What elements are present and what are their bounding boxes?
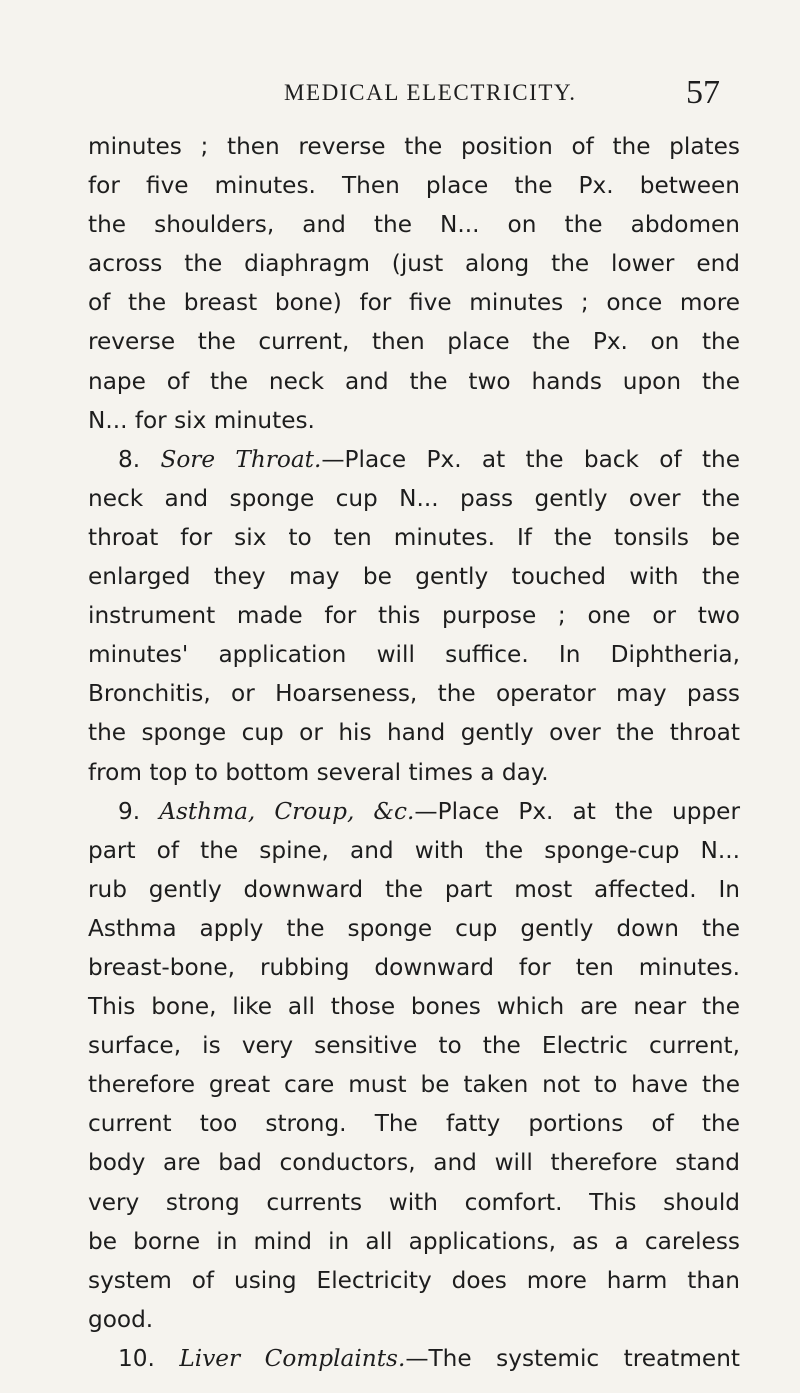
text-segment: instrument made for this purpose ; one or two: [88, 602, 740, 630]
text-line: [88, 1300, 740, 1339]
text-segment: good.: [88, 1305, 154, 1333]
text-line: [88, 283, 740, 322]
text-segment: rub gently downward the part most affected. In: [88, 875, 740, 903]
text-line: [88, 557, 740, 596]
text-segment: be borne in mind in all applications, as a careless: [88, 1227, 740, 1255]
text-line: [88, 244, 740, 283]
text-segment: the shoulders, and the N... on the abdomen: [88, 211, 740, 239]
section-heading: Liver Complaints.: [179, 1344, 406, 1372]
page-header: [0, 76, 800, 116]
text-line: [88, 831, 740, 870]
text-line: [88, 1261, 740, 1300]
text-line: [88, 1026, 740, 1065]
text-line: [88, 1104, 740, 1143]
text-line: [88, 713, 740, 752]
text-line: [88, 479, 740, 518]
text-line: [88, 440, 740, 479]
text-segment: across the diaphragm (just along the lower end: [88, 250, 740, 278]
text-segment: current too strong. The fatty portions of the: [88, 1110, 740, 1138]
text-line: [88, 596, 740, 635]
text-line: [88, 674, 740, 713]
text-line: [88, 909, 740, 948]
text-line: [88, 753, 740, 792]
text-segment: 8.: [118, 445, 161, 473]
text-line: [88, 1065, 740, 1104]
text-segment: for five minutes. Then place the Px. between: [88, 172, 740, 200]
text-line: [88, 792, 740, 831]
text-line: [88, 948, 740, 987]
text-segment: surface, is very sensitive to the Electric current,: [88, 1032, 740, 1060]
body-text: [88, 127, 740, 1378]
text-line: [88, 987, 740, 1026]
text-segment: minutes' application will suffice. In Diphtheria,: [88, 641, 740, 669]
text-line: [88, 401, 740, 440]
text-line: [88, 1183, 740, 1222]
text-segment: minutes ; then reverse the position of the plates: [88, 133, 740, 160]
text-segment: very strong currents with comfort. This should: [88, 1188, 740, 1216]
text-segment: body are bad conductors, and will therefore stand: [88, 1149, 740, 1177]
text-segment: —Place Px. at the back of the: [321, 445, 740, 473]
text-segment: nape of the neck and the two hands upon the: [88, 367, 740, 395]
text-segment: neck and sponge cup N... pass gently over the: [88, 484, 740, 512]
text-line: [88, 1143, 740, 1182]
text-line: [88, 518, 740, 557]
text-line: [88, 362, 740, 401]
text-line: [88, 322, 740, 361]
text-segment: therefore great care must be taken not to have the: [88, 1071, 740, 1099]
text-segment: 9.: [118, 797, 160, 825]
text-segment: part of the spine, and with the sponge-cup N...: [88, 836, 740, 864]
text-segment: Asthma apply the sponge cup gently down the: [88, 914, 740, 942]
text-segment: system of using Electricity does more harm than: [88, 1266, 740, 1294]
section-heading: Asthma, Croup, &c.: [159, 797, 415, 825]
text-line: [88, 1339, 740, 1378]
text-segment: —The systemic treatment: [405, 1344, 740, 1372]
text-segment: N... for six minutes.: [88, 406, 315, 434]
section-heading: Sore Throat.: [160, 445, 322, 473]
text-line: [88, 205, 740, 244]
text-segment: Bronchitis, or Hoarseness, the operator may pass: [88, 680, 740, 708]
text-line: [88, 870, 740, 909]
text-segment: reverse the current, then place the Px. on the: [88, 328, 740, 356]
text-segment: enlarged they may be gently touched with the: [88, 563, 740, 591]
running-head: MEDICAL ELECTRICITY.: [284, 80, 577, 105]
text-line: [88, 166, 740, 205]
text-line: [88, 635, 740, 674]
text-segment: —Place Px. at the upper: [414, 797, 740, 825]
page-number: 57: [686, 74, 720, 111]
text-segment: from top to bottom several times a day.: [88, 758, 549, 786]
text-line: [88, 127, 740, 166]
text-segment: 10.: [118, 1344, 180, 1372]
text-segment: breast-bone, rubbing downward for ten minutes.: [88, 953, 740, 981]
text-segment: This bone, like all those bones which are near the: [88, 993, 740, 1021]
text-line: [88, 1222, 740, 1261]
text-segment: of the breast bone) for five minutes ; once more: [88, 289, 740, 317]
text-segment: the sponge cup or his hand gently over the throat: [88, 719, 740, 747]
text-segment: throat for six to ten minutes. If the tonsils be: [88, 523, 740, 551]
